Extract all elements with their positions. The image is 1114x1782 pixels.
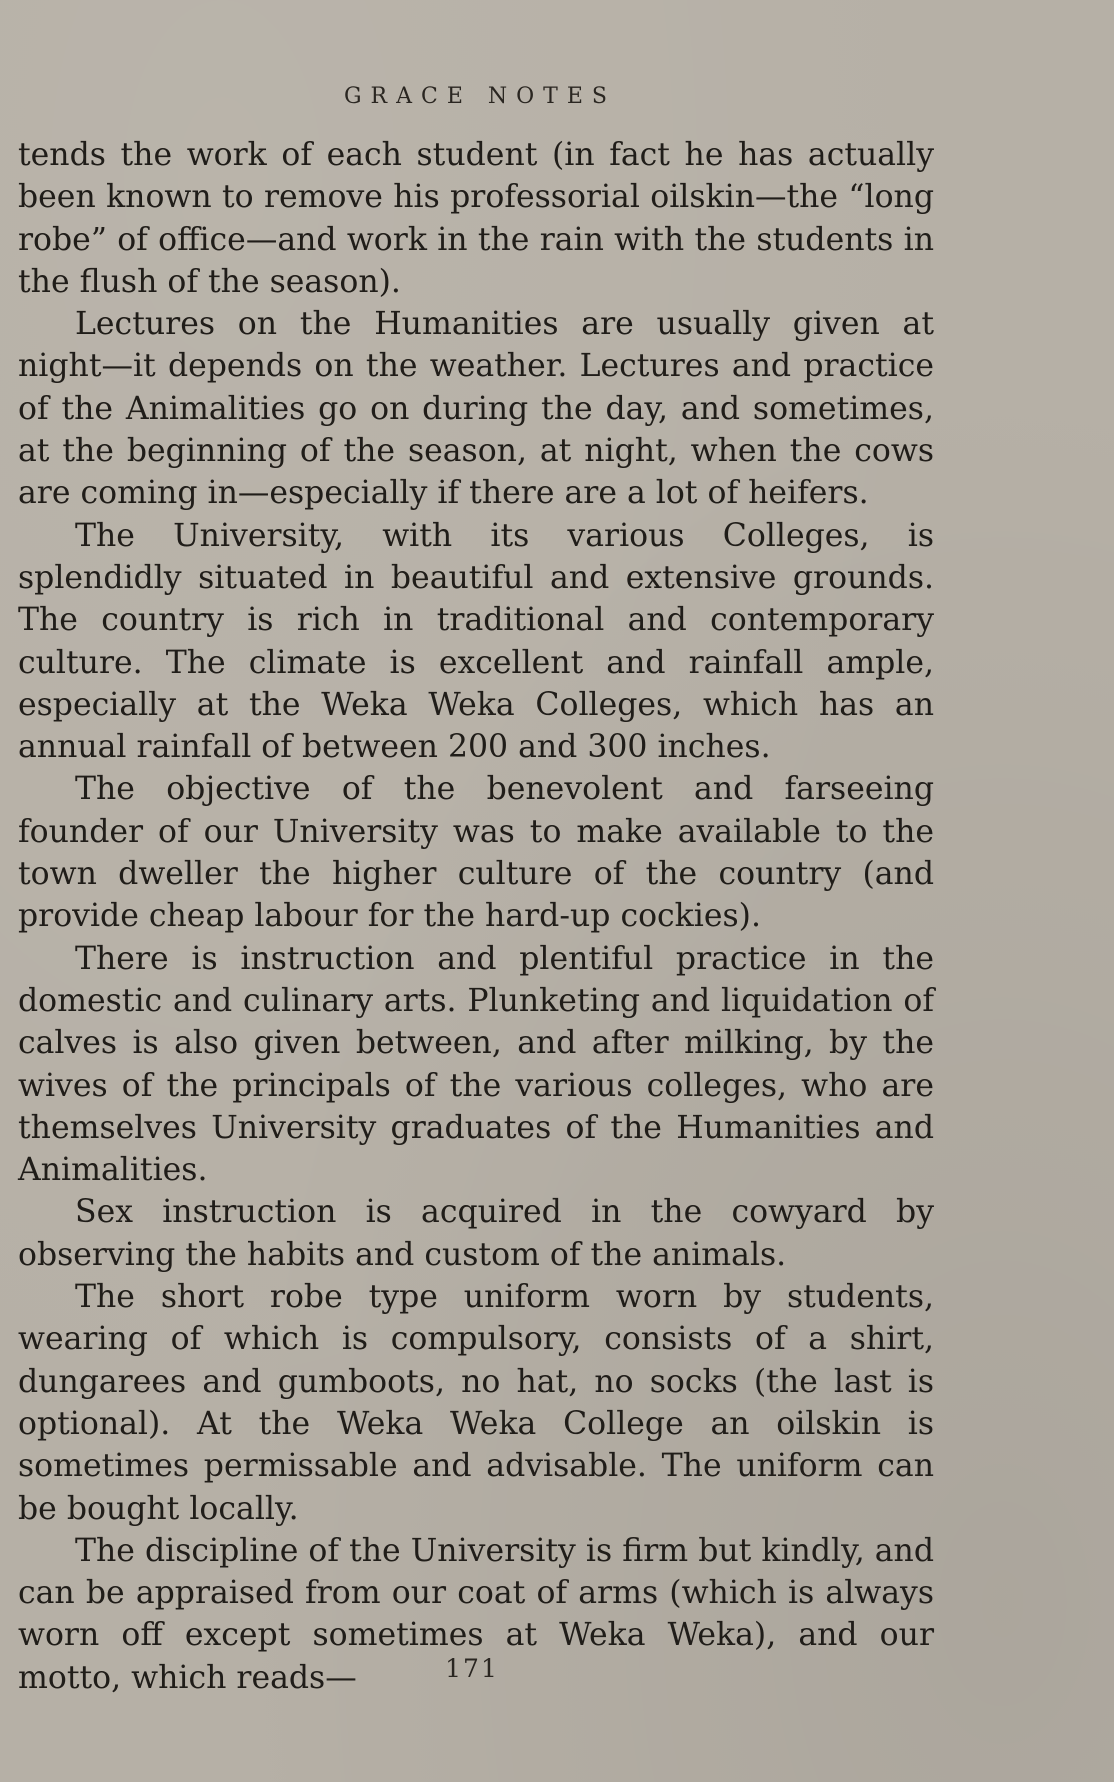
paragraph: Sex instruction is acquired in the cowyard by observing the habits and custom of the animals.	[18, 1194, 934, 1273]
body-text	[18, 134, 934, 1699]
paragraph: The University, with its various Colleges, is splendidly situated in beautiful and extensive grounds. The country is rich in traditional and contemporary culture. The climate is excellent and rainfall ample, especially at the Weka Weka Colleges, which has an annual rainfall of between 200 and 300 inches.	[18, 517, 934, 766]
paragraph: The short robe type uniform worn by students, wearing of which is compulsory, consists of a shirt, dungarees and gumboots, no hat, no socks (the last is optional). At the Weka Weka College an oilskin is sometimes permissable and advisable. The uniform can be bought locally.	[18, 1279, 934, 1527]
paragraph: Lectures on the Humanities are usually given at night—it depends on the weather. Lectures and practice of the Animalities go on during the day, and sometimes, at the beginning of the season, at night, when the cows are coming in—especially if there are a lot of heifers.	[18, 306, 934, 512]
paragraph: tends the work of each student (in fact he has actually been known to remove his professorial oilskin—the “long robe” of office—and work in the rain with the students in the flush of the season).	[18, 137, 934, 300]
page-number: 171	[445, 1654, 499, 1683]
paragraph: The discipline of the University is firm but kindly, and can be appraised from our coat of arms (which is always worn off except sometimes at Weka Weka), and our motto, which reads—	[18, 1532, 934, 1696]
paragraph: The objective of the benevolent and farseeing founder of our University was to make available to the town dweller the higher culture of the country (and provide cheap labour for the hard-up cockies).	[18, 771, 934, 935]
running-head: GRACE NOTES	[343, 84, 616, 109]
paragraph: There is instruction and plentiful practice in the domestic and culinary arts. Plunketing and liquidation of calves is also given between, and after milking, by the wives of the principals of the various colleges, who are themselves University graduates of the Humanities and Animalities.	[18, 940, 934, 1189]
